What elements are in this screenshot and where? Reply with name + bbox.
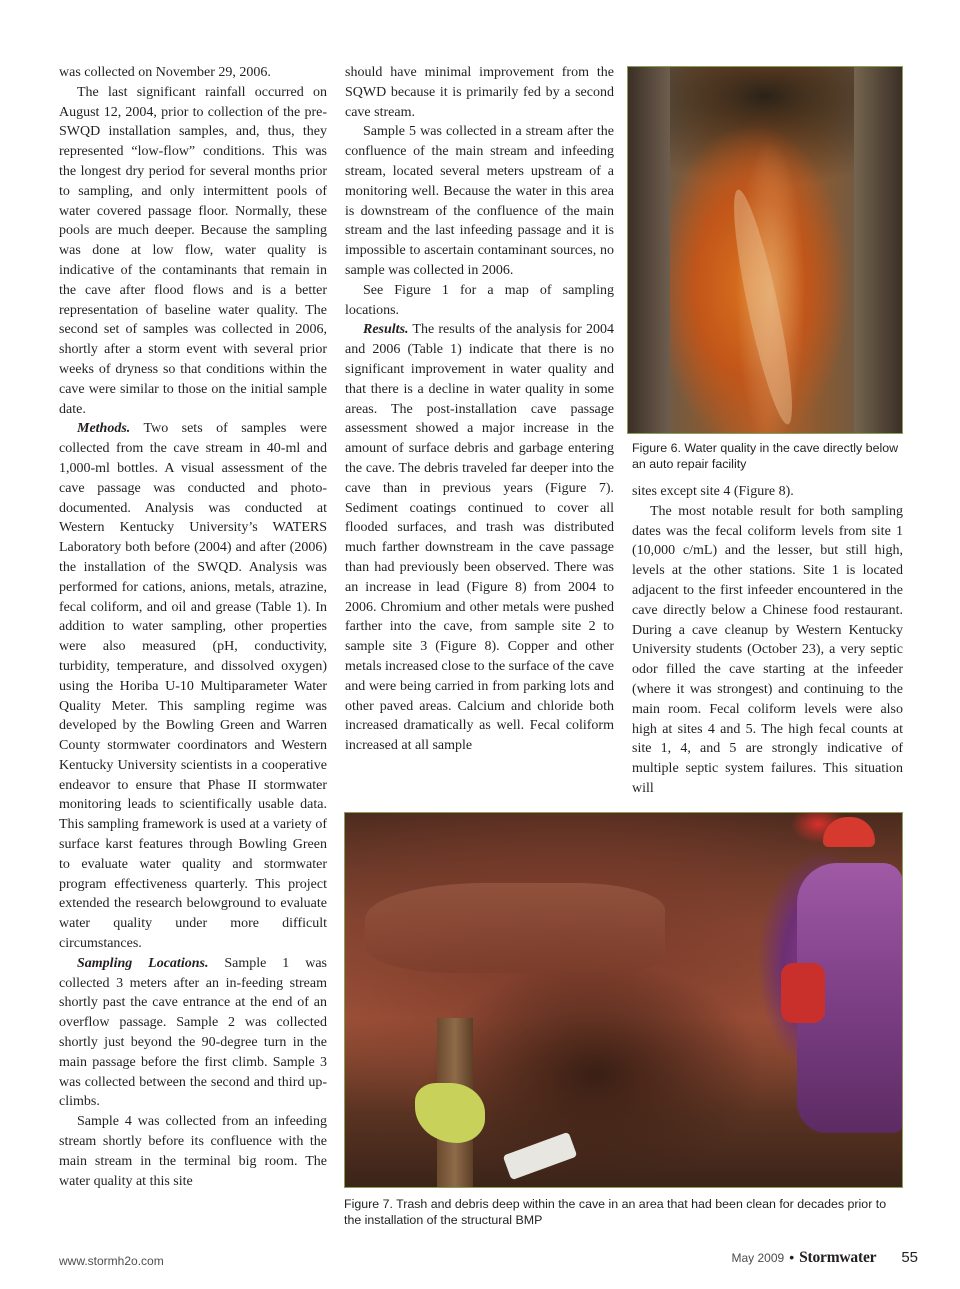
- paragraph: was collected on November 29, 2006.: [59, 65, 271, 80]
- paragraph-text: Two sets of samples were collected from the cave stream in 40-ml and 1,000-ml bottles. A visual assessment of the cave passage was conducted and photo-documented. Analysis was conducted at Western Kentucky University’s WATERS Laboratory both before (2004) and after (2006) the installation of the SWQD. Analysis was performed for cations, anions, metals, atrazine, fecal coliform, and oil and grease (Table 1). In addition to water sampling, other properties were also measured (pH, conductivity, turbidity, temperature, and dissolved oxygen) using the Horiba U-10 Multiparameter Water Quality Meter. This sampling regime was developed by the Bowling Green and Warren County stormwater coordinators and Western Kentucky University scientists in a cooperative endeavor to ensure that Phase II stormwater monitoring leads to scientifically usable data. This sampling framework is used at a variety of surface karst features through Bowling Green to evaluate water quality and stormwater program effectiveness quarterly. This project extended the research belowground to evaluate water quality under more difficult circumstances.: [59, 421, 327, 952]
- red-helmet: [823, 817, 875, 847]
- section-lead-methods: Methods.: [77, 421, 131, 437]
- bullet-separator: •: [789, 1249, 795, 1265]
- article-column-2: [345, 63, 614, 756]
- section-lead-sampling-locations: Sampling Locations.: [77, 955, 209, 971]
- cave-wall-right: [854, 67, 902, 433]
- article-column-1: [59, 63, 327, 1191]
- figure-7-caption: Figure 7. Trash and debris deep within the cave in an area that had been clean for decades prior to the installation of the structural BMP: [344, 1197, 887, 1227]
- paragraph: Sample 4 was collected from an infeeding stream shortly before its confluence with the main stream in the terminal big room. The water quality at this site: [59, 1114, 327, 1189]
- article-column-3: [632, 482, 903, 799]
- paragraph: See Figure 1 for a map of sampling locations.: [345, 282, 614, 318]
- magazine-name: Stormwater: [799, 1249, 877, 1266]
- figure-6-photo: [627, 66, 903, 434]
- website-link[interactable]: www.stormh2o.com: [59, 1254, 164, 1268]
- red-sample-bag: [781, 963, 825, 1023]
- paragraph: sites except site 4 (Figure 8).: [632, 484, 794, 499]
- paragraph-text: Sample 1 was collected 3 meters after an in-feeding stream shortly past the cave entrance at the end of an overflow passage. Sample 2 was collected shortly just beyond the 90-degree turn in the main passage before the first climb. Sample 3 was collected between the second and third up-climbs.: [59, 955, 327, 1110]
- issue-date: May 2009: [731, 1251, 785, 1265]
- figure-7-photo: [344, 812, 903, 1188]
- paragraph: The last significant rainfall occurred on August 12, 2004, prior to collection of the pre-SWQD installation samples, and, thus, they represented “low-flow” conditions. This was the longest dry period for several months prior to sampling, and only intermittent pools of water covered passage floor. Normally, these pools are much deeper. Because the sampling was done at low flow, water quality is indicative of the contaminants that remain in the cave after flood flows and is a better representation of baseline water quality. The second set of samples was collected in 2006, shortly after a storm event with several prior weeks of dryness so that conditions within the cave were similar to those on the initial sample date.: [59, 84, 327, 417]
- paragraph: [59, 954, 327, 1112]
- page-footer-issue: [732, 1249, 919, 1267]
- paragraph-text: The results of the analysis for 2004 and 2006 (Table 1) indicate that there is no significant improvement in water quality and that there is a decline in water quality in some areas. The post-installation cave passage assessment showed a major increase in the amount of surface debris and garbage entering the cave. The debris traveled far deeper into the cave than in previous years (Figure 7). Sediment coatings continued to cover all flooded surfaces, and trash was distributed much farther downstream in the cave passage than had previously been observed. There was an increase in lead (Figure 8) from 2004 to 2006. Chromium and other metals were pushed farther into the cave, from sample site 2 to sample site 3 (Figure 8). Copper and other metals increased close to the surface of the cave and were being carried in from parking lots and other paved areas. Calcium and chloride both increased dramatically as well. Fecal coliform increased at all sample: [345, 322, 614, 754]
- figure-6-caption: Figure 6. Water quality in the cave directly below an auto repair facility: [632, 441, 899, 471]
- cave-wall-left: [628, 67, 670, 433]
- sediment-stream: [723, 187, 802, 428]
- paragraph: [345, 320, 614, 756]
- paragraph: [59, 419, 327, 954]
- paragraph: should have minimal improvement from the SQWD because it is primarily fed by a second cave stream.: [345, 65, 614, 120]
- trash-paper: [503, 1132, 578, 1180]
- trash-cloth: [415, 1083, 485, 1143]
- section-lead-results: Results.: [363, 322, 409, 338]
- paragraph: The most notable result for both sampling dates was the fecal coliform levels from site 1 (10,000 c/mL) and the lesser, but still high, levels at the other stations. Site 1 is located adjacent to the first infeeder encountered in the cave directly below a Chinese food restaurant. During a cave cleanup by Western Kentucky University students (October 23), a very septic odor filled the cave starting at the infeeder (where it was strongest) and continuing to the main room. Fecal coliform levels were also high at sites 4 and 5. The high fecal counts at site 1, 4, and 5 are strongly indicative of multiple septic system failures. This situation will: [632, 503, 903, 796]
- page-number: 55: [901, 1249, 918, 1266]
- cave-rock-ledge: [365, 883, 665, 973]
- paragraph: Sample 5 was collected in a stream after the confluence of the main stream and infeeding stream, located several meters upstream of a monitoring well. Because the water in this area is downstream of the confluence of the main stream and the last infeeding passage and it is impossible to ascertain contaminant sources, no sample was collected in 2006.: [345, 124, 614, 278]
